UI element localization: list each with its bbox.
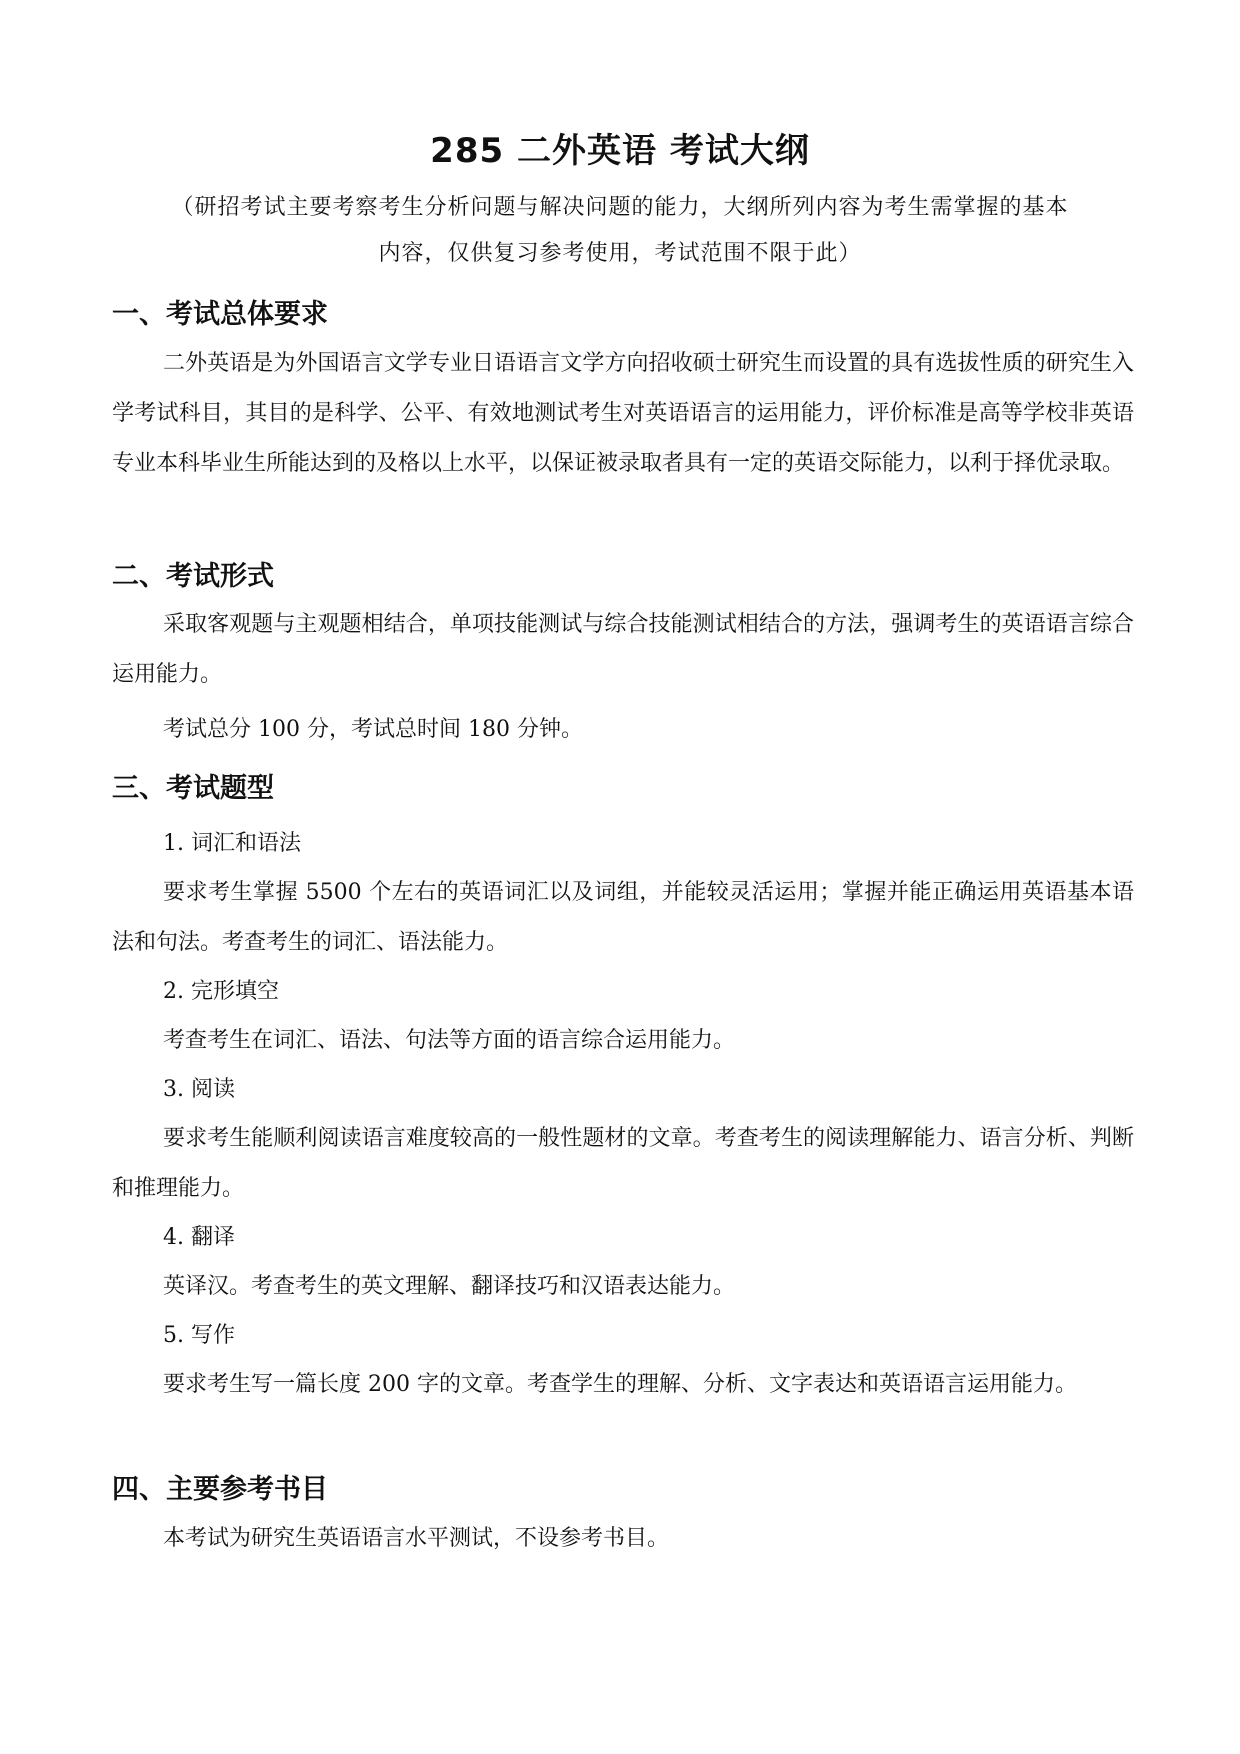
- section-paragraph-general-requirements: 二外英语是为外国语言文学专业日语语言文学方向招收硕士研究生而设置的具有选拔性质的研究生入学考试科目，其目的是科学、公平、有效地测试考生对英语语言的运用能力，评价标准是高等学校非英语专业本科毕业生所能达到的及格以上水平，以保证被录取者具有一定的英语交际能力，以利于择优录取。: [112, 351, 1134, 476]
- subtitle-line-2: 内容，仅供复习参考使用，考试范围不限于此）: [378, 241, 862, 266]
- question-type-label: 1. 词汇和语法: [163, 831, 301, 856]
- exam-score-time-note: 考试总分 100 分，考试总时间 180 分钟。: [163, 717, 583, 742]
- question-type-label: 3. 阅读: [163, 1077, 235, 1102]
- question-type-label: 5. 写作: [163, 1323, 235, 1348]
- question-type-label: 4. 翻译: [163, 1225, 235, 1250]
- document-title: 285 二外英语 考试大纲: [430, 131, 810, 171]
- subtitle-line-1: （研招考试主要考察考生分析问题与解决问题的能力，大纲所列内容为考生需掌握的基本: [171, 195, 1069, 220]
- question-type-description: 要求考生写一篇长度 200 字的文章。考查学生的理解、分析、文字表达和英语语言运用能力。: [163, 1372, 1077, 1397]
- question-type-description: 要求考生掌握 5500 个左右的英语词汇以及词组，并能较灵活运用；掌握并能正确运用英语基本语法和句法。考查考生的词汇、语法能力。: [112, 880, 1134, 955]
- section-heading-reference-books: 四、主要参考书目: [112, 1474, 328, 1505]
- section-paragraph-exam-format: 采取客观题与主观题相结合，单项技能测试与综合技能测试相结合的方法，强调考生的英语语言综合运用能力。: [112, 612, 1134, 687]
- section-heading-exam-format: 二、考试形式: [112, 561, 274, 592]
- question-type-description: 考查考生在词汇、语法、句法等方面的语言综合运用能力。: [163, 1028, 736, 1053]
- question-type-description: 英译汉。考查考生的英文理解、翻译技巧和汉语表达能力。: [163, 1274, 736, 1299]
- section-heading-general-requirements: 一、考试总体要求: [112, 299, 328, 330]
- section-paragraph-reference-books: 本考试为研究生英语语言水平测试，不设参考书目。: [163, 1526, 670, 1551]
- section-heading-question-types: 三、考试题型: [112, 773, 274, 804]
- question-type-description: 要求考生能顺利阅读语言难度较高的一般性题材的文章。考查考生的阅读理解能力、语言分析、判断和推理能力。: [112, 1126, 1134, 1201]
- question-type-label: 2. 完形填空: [163, 979, 279, 1004]
